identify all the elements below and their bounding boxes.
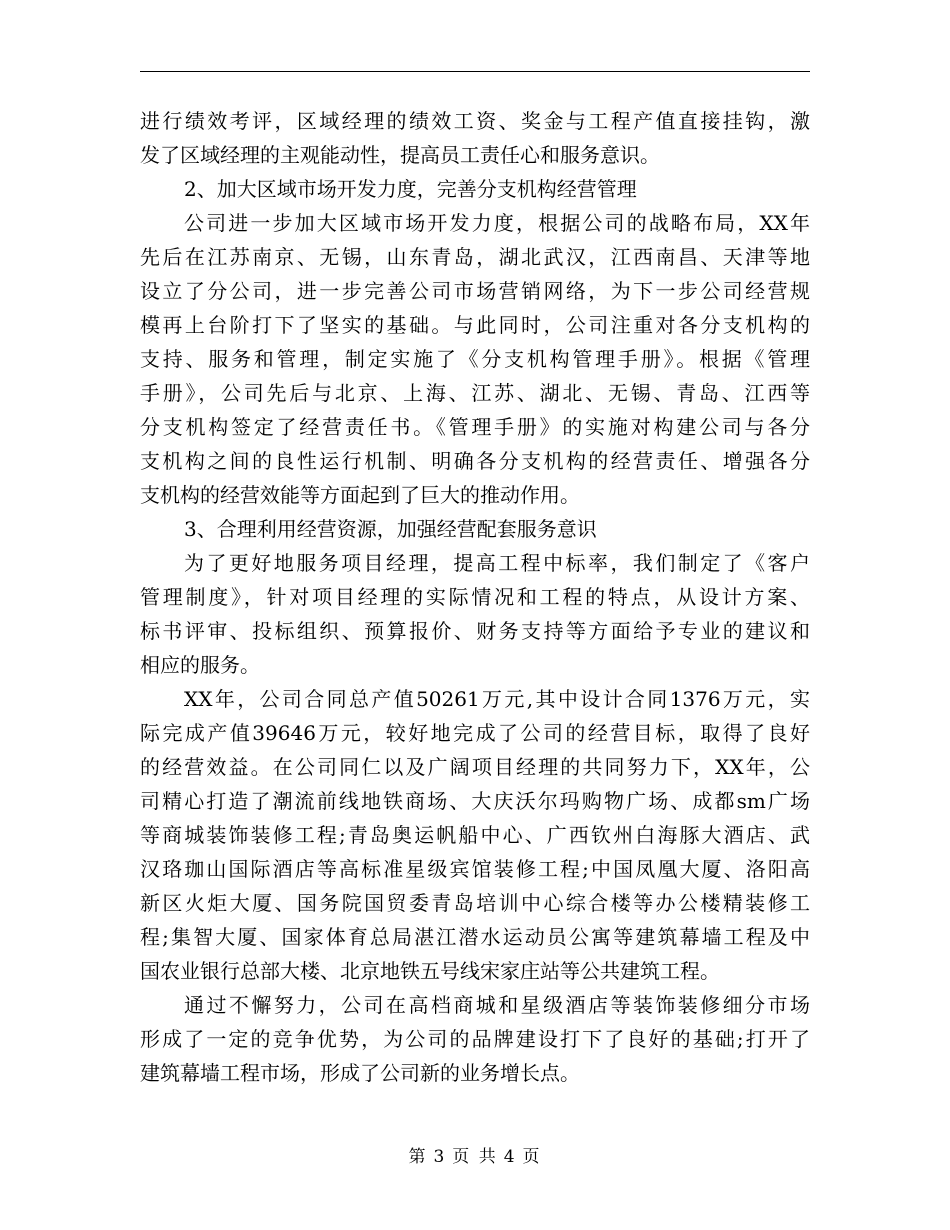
page-total: 4: [503, 1147, 517, 1167]
text-line: 支持、服务和管理，制定实施了《分支机构管理手册》。根据《管理: [140, 347, 810, 371]
text-line: 支机构之间的良性运行机制、明确各分支机构的经营责任、增强各分: [140, 449, 810, 473]
page-footer: [0, 1147, 950, 1167]
text-line: 际完成产值39646万元，较好地完成了公司的经营目标，取得了良好: [140, 721, 810, 745]
footer-suffix: 页: [522, 1147, 542, 1167]
text-line: 进行绩效考评，区域经理的绩效工资、奖金与工程产值直接挂钩，激: [140, 109, 810, 133]
text-line: XX年，公司合同总产值50261万元,其中设计合同1376万元，实: [184, 687, 810, 711]
text-line: 管理制度》，针对项目经理的实际情况和工程的特点，从设计方案、: [140, 585, 810, 609]
section-heading: 2、加大区域市场开发力度，完善分支机构经营管理: [184, 177, 637, 201]
section-heading: 3、合理利用经营资源，加强经营配套服务意识: [184, 517, 597, 541]
footer-middle: 页 共: [452, 1147, 498, 1167]
text-line: 国农业银行总部大楼、北京地铁五号线宋家庄站等公共建筑工程。: [140, 959, 720, 983]
text-line: 先后在江苏南京、无锡，山东青岛，湖北武汉，江西南昌、天津等地: [140, 245, 810, 269]
text-line: 公司进一步加大区域市场开发力度，根据公司的战略布局，XX年: [184, 211, 810, 235]
header-rule: [140, 71, 810, 72]
text-line: 程;集智大厦、国家体育总局湛江潜水运动员公寓等建筑幕墙工程及中: [140, 925, 810, 949]
text-line: 通过不懈努力，公司在高档商城和星级酒店等装饰装修细分市场: [184, 993, 810, 1017]
text-line: 为了更好地服务项目经理，提高工程中标率，我们制定了《客户: [184, 551, 810, 575]
text-line: 标书评审、投标组织、预算报价、财务支持等方面给予专业的建议和: [140, 619, 810, 643]
text-line: 新区火炬大厦、国务院国贸委青岛培训中心综合楼等办公楼精装修工: [140, 891, 810, 915]
text-line: 形成了一定的竞争优势，为公司的品牌建设打下了良好的基础;打开了: [140, 1027, 810, 1051]
document-body: [140, 104, 810, 1090]
footer-prefix: 第: [408, 1147, 428, 1167]
text-line: 发了区域经理的主观能动性，提高员工责任心和服务意识。: [140, 143, 660, 167]
text-line: 等商城装饰装修工程;青岛奥运帆船中心、广西钦州白海豚大酒店、武: [140, 823, 810, 847]
text-line: 的经营效益。在公司同仁以及广阔项目经理的共同努力下，XX年，公: [140, 755, 810, 779]
text-line: 分支机构签定了经营责任书。《管理手册》的实施对构建公司与各分: [140, 415, 810, 439]
text-line: 司精心打造了潮流前线地铁商场、大庆沃尔玛购物广场、成都sm广场: [140, 789, 810, 813]
text-line: 相应的服务。: [140, 653, 260, 677]
text-line: 汉珞珈山国际酒店等高标准星级宾馆装修工程;中国凤凰大厦、洛阳高: [140, 857, 810, 881]
text-line: 设立了分公司，进一步完善公司市场营销网络，为下一步公司经营规: [140, 279, 810, 303]
page-number: 3: [433, 1147, 447, 1167]
text-line: 手册》，公司先后与北京、上海、江苏、湖北、无锡、青岛、江西等: [140, 381, 810, 405]
text-line: 建筑幕墙工程市场，形成了公司新的业务增长点。: [140, 1061, 580, 1085]
text-line: 支机构的经营效能等方面起到了巨大的推动作用。: [140, 483, 580, 507]
text-line: 模再上台阶打下了坚实的基础。与此同时，公司注重对各分支机构的: [140, 313, 810, 337]
